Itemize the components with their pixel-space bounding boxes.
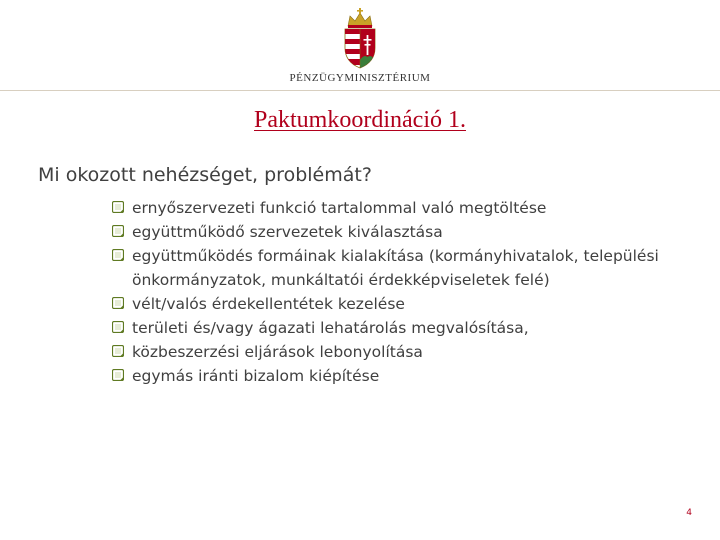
- header-divider: [0, 90, 720, 91]
- list-item-text: egymás iránti bizalom kiépítése: [132, 367, 380, 385]
- page-number: 4: [686, 508, 692, 518]
- list-item: [112, 220, 712, 244]
- list-item: [112, 316, 712, 340]
- list-item-text: együttműködés formáinak kialakítása (kormányhivatalok, települési önkormányzatok, munkáltatói érdekképviseletek felé): [132, 247, 659, 289]
- list-item: [112, 196, 712, 220]
- list-item-text: területi és/vagy ágazati lehatárolás megvalósítása,: [132, 319, 529, 337]
- slide-title-text: Paktumkoordináció 1.: [254, 107, 466, 133]
- list-item-text: ernyőszervezeti funkció tartalommal való megtöltése: [132, 199, 547, 217]
- checkbox-bullet-icon: [112, 297, 124, 309]
- bullet-list: [112, 196, 712, 388]
- list-item: [112, 244, 712, 292]
- checkbox-bullet-icon: [112, 225, 124, 237]
- checkbox-bullet-icon: [112, 321, 124, 333]
- slide-title: [0, 105, 720, 135]
- list-item-text: vélt/valós érdekellentétek kezelése: [132, 295, 405, 313]
- checkbox-bullet-icon: [112, 345, 124, 357]
- checkbox-bullet-icon: [112, 249, 124, 261]
- list-item-text: közbeszerzési eljárások lebonyolítása: [132, 343, 423, 361]
- list-item: [112, 340, 712, 364]
- slide-question: Mi okozott nehézséget, problémát?: [38, 164, 372, 186]
- list-item: [112, 364, 712, 388]
- hungarian-coat-of-arms-logo: [338, 8, 382, 70]
- list-item: [112, 292, 712, 316]
- list-item-text: együttműködő szervezetek kiválasztása: [132, 223, 443, 241]
- checkbox-bullet-icon: [112, 369, 124, 381]
- ministry-name: PÉNZÜGYMINISZTÉRIUM: [289, 72, 431, 84]
- checkbox-bullet-icon: [112, 201, 124, 213]
